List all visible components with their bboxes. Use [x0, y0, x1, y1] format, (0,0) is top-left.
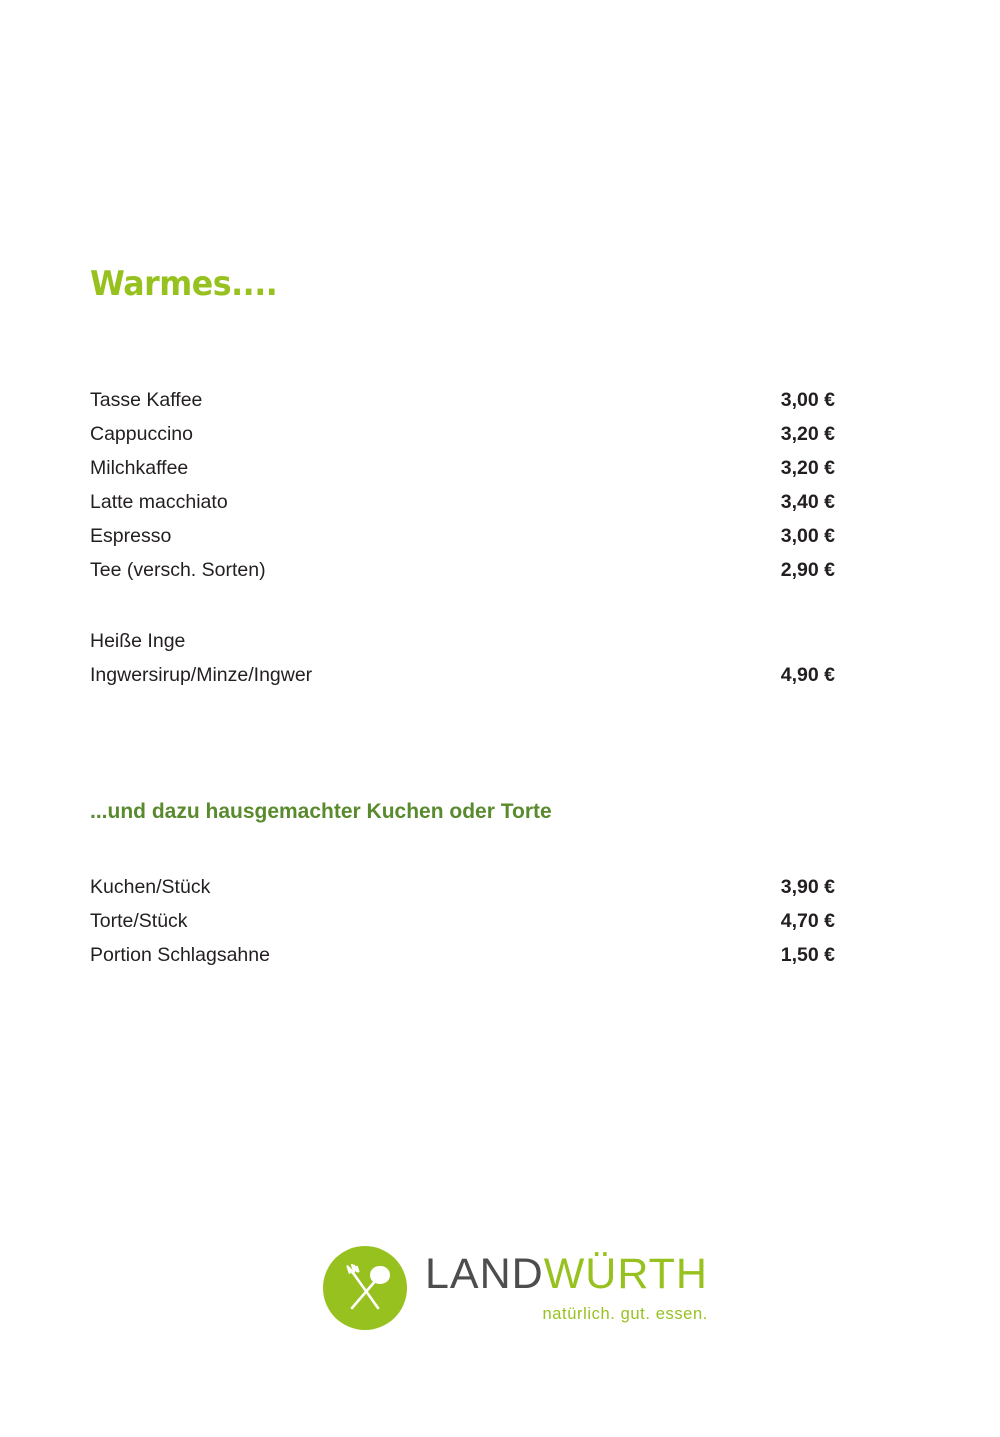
cakes-list	[90, 870, 835, 972]
list-item	[90, 904, 835, 938]
list-item	[90, 938, 835, 972]
list-item	[90, 417, 835, 451]
item-price: 3,00 €	[780, 525, 835, 547]
item-price: 4,70 €	[780, 910, 835, 932]
item-price: 3,40 €	[780, 491, 835, 513]
item-name: Cappuccino	[90, 423, 193, 445]
logo-wordmark	[425, 1249, 708, 1298]
logo	[323, 1240, 708, 1336]
logo-text	[425, 1249, 708, 1324]
item-price: 3,90 €	[780, 876, 835, 898]
item-name: Ingwersirup/Minze/Ingwer	[90, 664, 313, 686]
item-name: Portion Schlagsahne	[90, 944, 270, 966]
item-price: 3,20 €	[780, 457, 835, 479]
item-price: 3,20 €	[780, 423, 835, 445]
logo-tagline: natürlich. gut. essen.	[542, 1304, 708, 1323]
page-title: Warmes....	[90, 264, 278, 304]
item-name: Tasse Kaffee	[90, 389, 203, 411]
warm-drinks-list	[90, 383, 835, 692]
item-name: Milchkaffee	[90, 457, 189, 479]
list-spacer	[90, 587, 835, 624]
item-name: Kuchen/Stück	[90, 876, 211, 898]
logo-word-land: LAND	[425, 1249, 544, 1298]
list-item	[90, 519, 835, 553]
list-item	[90, 485, 835, 519]
item-name: Heiße Inge	[90, 630, 186, 652]
item-name: Espresso	[90, 525, 172, 547]
item-price: 3,00 €	[780, 389, 835, 411]
item-name: Tee (versch. Sorten)	[90, 559, 266, 581]
item-price: 1,50 €	[780, 944, 835, 966]
item-price: 2,90 €	[780, 559, 835, 581]
item-name: Latte macchiato	[90, 491, 228, 513]
list-item	[90, 870, 835, 904]
list-item	[90, 624, 835, 658]
logo-word-wuerth: WÜRTH	[543, 1249, 708, 1298]
list-item	[90, 383, 835, 417]
fork-and-spade-icon	[323, 1246, 407, 1330]
list-item	[90, 451, 835, 485]
section-subtitle: ...und dazu hausgemachter Kuchen oder Torte	[90, 800, 552, 823]
list-item	[90, 553, 835, 587]
item-price: 4,90 €	[780, 664, 835, 686]
list-item	[90, 658, 835, 692]
item-name: Torte/Stück	[90, 910, 188, 932]
